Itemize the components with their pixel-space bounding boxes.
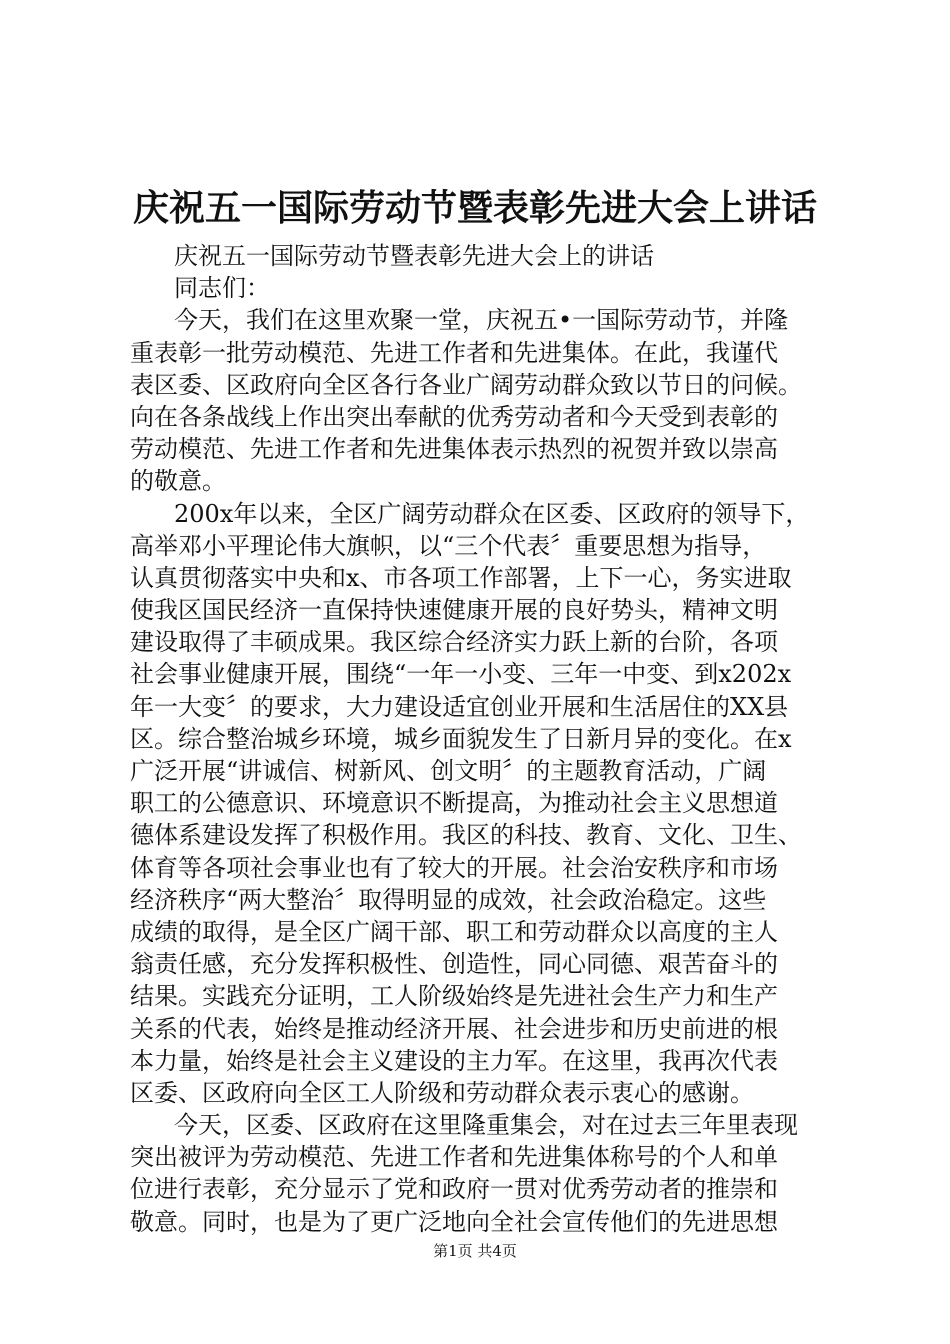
body-line: 劳动模范、先进工作者和先进集体表示热烈的祝贺并致以崇高 [130, 435, 778, 464]
body-line: 今天，我们在这里欢聚一堂，庆祝五•一国际劳动节，并隆 [174, 306, 789, 335]
body-line: 区委、区政府向全区工人阶级和劳动群众表示衷心的感谢。 [130, 1078, 754, 1107]
body-line: 社会事业健康开展，围绕“一年一小变、三年一中变、到x202x [130, 660, 792, 689]
body-line: 敬意。同时，也是为了更广泛地向全社会宣传他们的先进思想 [130, 1207, 778, 1236]
body-line: 年一大变〞的要求，大力建设适宜创业开展和生活居住的XX县 [130, 692, 789, 721]
body-line: 德体系建设发挥了积极作用。我区的科技、教育、文化、卫生、 [130, 821, 802, 850]
document-title: 庆祝五一国际劳动节暨表彰先进大会上讲话 [132, 187, 817, 229]
body-line: 职工的公德意识、环境意识不断提高，为推动社会主义思想道 [130, 789, 778, 818]
body-line: 区。综合整治城乡环境，城乡面貌发生了日新月异的变化。在x [130, 724, 792, 753]
body-line: 重表彰一批劳动模范、先进工作者和先进集体。在此，我谨代 [130, 338, 778, 367]
document-body [130, 240, 832, 1238]
body-line: 本力量，始终是社会主义建设的主力军。在这里，我再次代表 [130, 1046, 778, 1075]
body-line: 突出被评为劳动模范、先进工作者和先进集体称号的个人和单 [130, 1143, 778, 1172]
page-footer: 第1页 共4页 [433, 1242, 517, 1260]
body-line: 翁责任感，充分发挥积极性、创造性，同心同德、艰苦奋斗的 [130, 950, 778, 979]
body-line: 同志们： [174, 274, 270, 303]
body-line: 广泛开展“讲诚信、树新风、创文明〞的主题教育活动，广阔 [130, 757, 767, 785]
body-line: 体育等各项社会事业也有了较大的开展。社会治安秩序和市场 [130, 853, 778, 882]
body-line: 建设取得了丰硕成果。我区综合经济实力跃上新的台阶，各项 [130, 628, 778, 657]
body-line: 表区委、区政府向全区各行各业广阔劳动群众致以节日的问候。 [130, 370, 802, 399]
body-line: 经济秩序“两大整治〞取得明显的成效，社会政治稳定。这些 [130, 885, 767, 914]
body-line: 庆祝五一国际劳动节暨表彰先进大会上的讲话 [174, 242, 654, 270]
body-line: 高举邓小平理论伟大旗帜，以“三个代表〞重要思想为指导， [130, 531, 767, 560]
body-line: 今天，区委、区政府在这里隆重集会，对在过去三年里表现 [174, 1111, 798, 1140]
body-line: 成绩的取得，是全区广阔干部、职工和劳动群众以高度的主人 [130, 917, 778, 946]
body-line: 的敬意。 [130, 467, 226, 496]
body-line: 200x年以来，全区广阔劳动群众在区委、区政府的领导下， [174, 499, 810, 528]
body-line: 结果。实践充分证明，工人阶级始终是先进社会生产力和生产 [130, 982, 778, 1011]
body-line: 向在各条战线上作出突出奉献的优秀劳动者和今天受到表彰的 [130, 402, 778, 431]
body-line: 认真贯彻落实中央和x、市各项工作部署，上下一心，务实进取 [130, 563, 792, 592]
body-line: 使我区国民经济一直保持快速健康开展的良好势头，精神文明 [130, 596, 778, 625]
body-line: 位进行表彰，充分显示了党和政府一贯对优秀劳动者的推崇和 [130, 1175, 778, 1204]
body-line: 关系的代表，始终是推动经济开展、社会进步和历史前进的根 [130, 1014, 778, 1043]
